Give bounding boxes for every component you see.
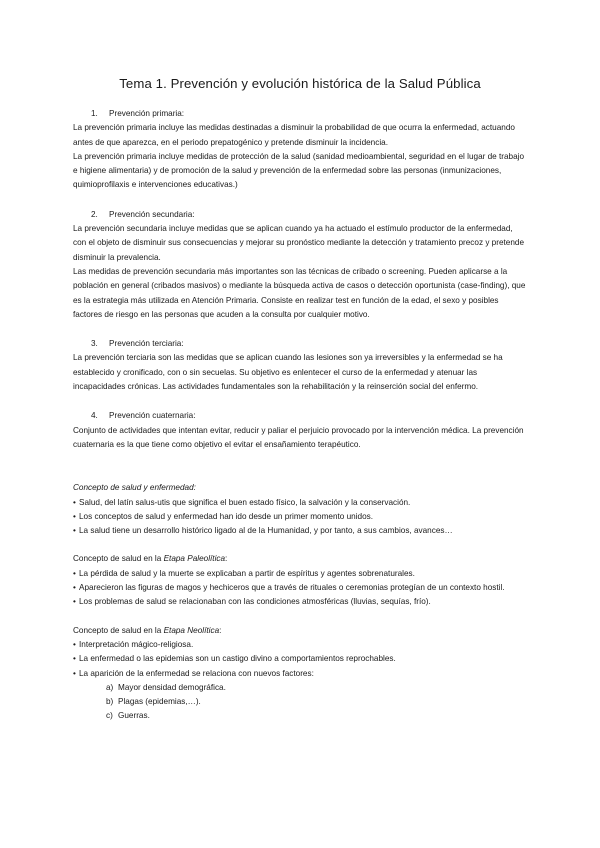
list-item: b) Plagas (epidemias,…). [106,697,201,707]
bullet-list [73,638,528,681]
section-title: Prevención terciaria: [109,339,184,349]
list-item: • La enfermedad o las epidemias son un castigo divino a comportamientos reprochables. [73,654,396,664]
section-heading [73,107,528,121]
section-prevencion-secundaria [73,208,528,322]
list-item: a) Mayor densidad demográfica. [106,682,226,692]
document-title: Tema 1. Prevención y evolución histórica de la Salud Pública [119,76,481,91]
section-heading [73,409,528,423]
section-heading [73,208,528,222]
list-item: • La pérdida de salud y la muerte se explicaban a partir de espíritus y agentes sobrenaturales. [73,568,415,578]
list-item: c) Guerras. [106,711,150,721]
section-number: 2. [91,209,98,219]
section-prevencion-cuaternaria [73,409,528,452]
section-title: Prevención primaria: [109,109,185,118]
section-heading [73,337,528,351]
list-item: • Los problemas de salud se relacionaban con las condiciones atmosféricas (lluvias, sequías, frío). [73,597,431,607]
list-item: • Aparecieron las figuras de magos y hechiceros que a través de rituales o ceremonias protegían de un contexto hostil. [73,583,505,593]
bullet-list [73,496,528,539]
list-item: • Interpretación mágico-religiosa. [73,639,194,649]
list-item: • La salud tiene un desarrollo histórico ligado al de la Humanidad, y por tanto, a sus cambios, avances… [73,526,453,536]
paragraph: La prevención terciaria son las medidas que se aplican cuando las lesiones son ya irreversibles y la enfermedad se ha establecido y cronificado, con o sin secuelas. Su objetivo es enlentecer el curso de la enfermedad y atenuar las incapacidades crónicas. Las actividades fundamentales son la rehabilitación y la reinserción social del enfermo. [73,353,503,392]
paragraph: La prevención primaria incluye medidas de protección de la salud (sanidad medioambiental, seguridad en el lugar de trabajo e higiene alimentaria) y de promoción de la salud y prevención de la enfermedad sobre las personas (inmunizaciones, quimioprofilaxis e intervenciones educativas.) [73,151,525,190]
section-title: Prevención secundaria: [109,209,195,219]
concept-paleolitico [73,552,528,609]
concept-heading: Concepto de salud y enfermedad: [73,483,196,493]
concept-heading: Concepto de salud en la Etapa Neolítica: [73,625,222,635]
section-prevencion-primaria [73,107,528,193]
section-prevencion-terciaria [73,337,528,394]
section-number: 4. [91,411,98,421]
list-item: • La aparición de la enfermedad se relaciona con nuevos factores: [73,668,314,678]
concept-heading: Concepto de salud en la Etapa Paleolítica: [73,554,228,564]
factor-list [73,681,528,724]
section-title: Prevención cuaternaria: [109,411,196,421]
list-item: • Los conceptos de salud y enfermedad han ido desde un primer momento unidos. [73,511,374,521]
paragraph: Las medidas de prevención secundaria más importantes son las técnicas de cribado o screening. Pueden aplicarse a la población en general (cribados masivos) o mediante la búsqueda activa de casos o detección oportunista (case-finding), que es la estrategia más utilizada en Atención Primaria. Consiste en realizar test en función de la edad, el sexo y posibles factores de riesgo en las personas que acuden a la consulta por cualquier motivo. [73,266,526,319]
concept-neolitico [73,624,528,724]
section-number: 1. [91,109,98,118]
concept-general [73,481,528,538]
paragraph: La prevención primaria incluye las medidas destinadas a disminuir la probabilidad de que ocurra la enfermedad, actuando antes de que aparezca, en el periodo prepatogénico y pretende disminuir la incidencia. [73,123,515,147]
document-body [73,107,528,724]
paragraph: Conjunto de actividades que intentan evitar, reducir y paliar el perjuicio provocado por la intervención médica. La prevención cuaternaria es la que tiene como objetivo el evitar el ensañamiento terapéutico. [73,425,524,449]
list-item: • Salud, del latín salus-utis que significa el buen estado físico, la salvación y la conservación. [73,497,411,507]
section-number: 3. [91,339,98,349]
bullet-list [73,567,528,610]
paragraph: La prevención secundaria incluye medidas que se aplican cuando ya ha actuado el estímulo productor de la enfermedad, con el objeto de disminuir sus consecuencias y mejorar su pronóstico mediante la detección y tratamiento precoz y pretende disminuir la prevalencia. [73,224,525,262]
